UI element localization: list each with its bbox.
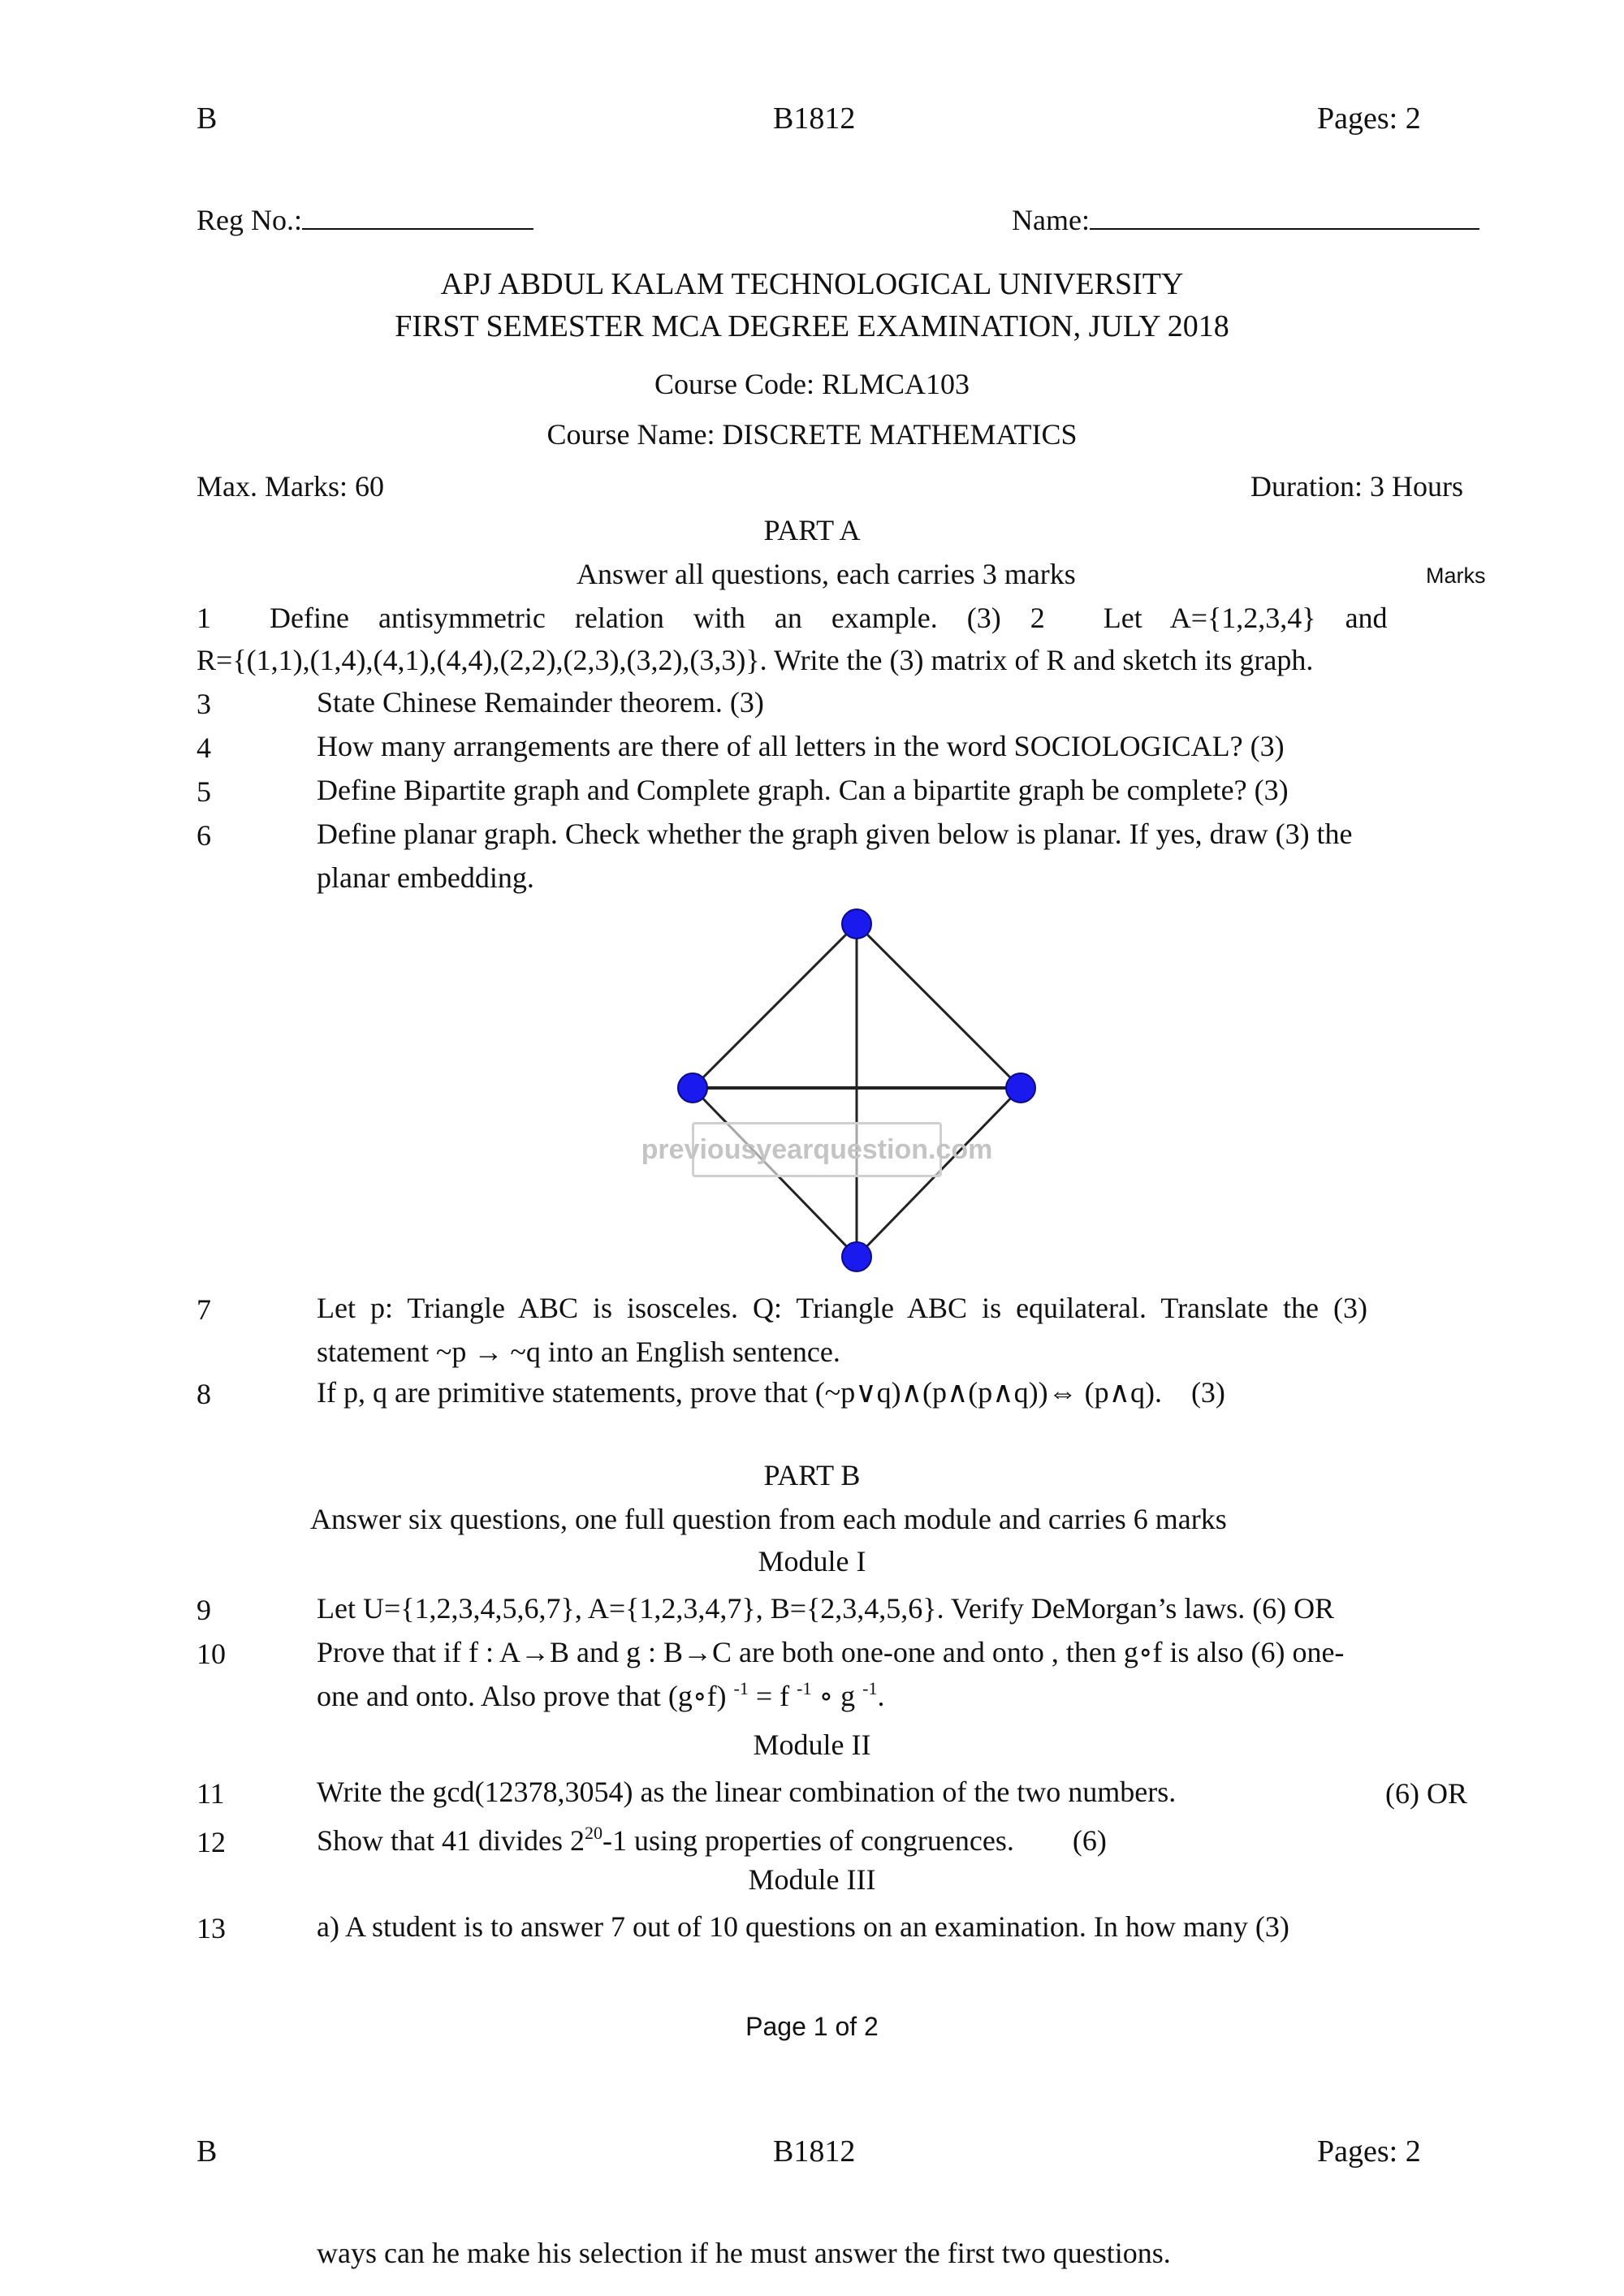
question-13-continued: ways can he make his selection if he must answer the first two questions. — [317, 2237, 1171, 2269]
course-name: Course Name: DISCRETE MATHEMATICS — [546, 418, 1078, 451]
question-12-number: 12 — [197, 1826, 226, 1858]
q12-sup: 20 — [585, 1823, 603, 1843]
graph-node-bottom — [842, 1242, 871, 1271]
q10-text-a: one and onto. Also prove that (g∘f) — [317, 1680, 734, 1712]
part-b-instruction: Answer six questions, one full question from each module and carries 6 marks — [310, 1503, 1227, 1535]
max-marks: Max. Marks: 60 — [197, 470, 384, 503]
marks-label: Marks — [1426, 563, 1486, 588]
page2-header-pages: Pages: 2 — [1317, 2134, 1421, 2169]
graph-edges — [693, 924, 1021, 1257]
q10-sup-1: -1 — [733, 1678, 749, 1698]
question-1-line-1: 1 Define antisymmetric relation with an example. (3) 2 Let A={1,2,3,4} and — [197, 602, 1388, 634]
name-blank — [1090, 228, 1479, 230]
question-5-number: 5 — [197, 775, 211, 808]
question-4-text: How many arrangements are there of all letters in the word SOCIOLOGICAL? (3) — [317, 730, 1285, 762]
question-11-marks: (6) OR — [1385, 1777, 1467, 1810]
q10-text-b: = f — [748, 1680, 797, 1712]
graph-node-left — [678, 1073, 707, 1103]
question-5-text: Define Bipartite graph and Complete graph. Can a bipartite graph be complete? (3) — [317, 774, 1289, 806]
question-9-text: Let U={1,2,3,4,5,6,7}, A={1,2,3,4,7}, B={2,3,4,5,6}. Verify DeMorgan’s laws. (6) OR — [317, 1592, 1335, 1625]
q12-text-b: -1 using properties of congruences. (6) — [603, 1824, 1107, 1857]
reg-no-label: Reg No.: — [197, 204, 302, 236]
header-pages: Pages: 2 — [1317, 101, 1421, 136]
part-a-title: PART A — [763, 514, 861, 546]
question-3-text: State Chinese Remainder theorem. (3) — [317, 686, 764, 719]
page2-header-series: B — [197, 2134, 218, 2169]
name-label: Name: — [1012, 204, 1090, 236]
graph-edge-top-right — [857, 924, 1021, 1088]
part-b-title: PART B — [763, 1459, 861, 1491]
question-1-line-2: R={(1,1),(1,4),(4,1),(4,4),(2,2),(2,3),(3,2),(3,3)}. Write the (3) matrix of R and sketch its graph. — [197, 644, 1314, 676]
q10-text-c: ∘ g — [811, 1680, 863, 1712]
question-11-number: 11 — [197, 1777, 225, 1810]
question-6-number: 6 — [197, 819, 211, 852]
question-13-number: 13 — [197, 1912, 226, 1944]
question-7-line-2: statement ~p → ~q into an English sentence. — [317, 1336, 840, 1368]
question-10-line-2 — [317, 1674, 1494, 1718]
question-10-number: 10 — [197, 1638, 226, 1670]
question-9-number: 9 — [197, 1594, 211, 1626]
name-field — [1012, 203, 1479, 237]
graph-node-top — [842, 909, 871, 939]
module-2-title: Module II — [753, 1728, 871, 1761]
watermark: previousyearquestion.com — [692, 1122, 942, 1177]
q12-text-a: Show that 41 divides 2 — [317, 1824, 585, 1857]
question-3-number: 3 — [197, 688, 211, 720]
question-7-number: 7 — [197, 1293, 211, 1326]
university-title: APJ ABDUL KALAM TECHNOLOGICAL UNIVERSITY — [440, 267, 1184, 301]
q10-sup-2: -1 — [797, 1678, 812, 1698]
reg-no-blank — [302, 228, 533, 230]
page-footer: Page 1 of 2 — [745, 2012, 879, 2041]
q10-sup-3: -1 — [862, 1678, 878, 1698]
page2-header-code: B1812 — [773, 2134, 856, 2169]
duration: Duration: 3 Hours — [1250, 470, 1463, 503]
module-1-title: Module I — [758, 1545, 866, 1577]
question-11-text: Write the gcd(12378,3054) as the linear combination of the two numbers. — [317, 1776, 1177, 1808]
q10-text-d: . — [877, 1680, 885, 1712]
exam-title: FIRST SEMESTER MCA DEGREE EXAMINATION, JULY 2018 — [395, 309, 1229, 343]
graph-node-right — [1006, 1073, 1035, 1103]
question-7-line-1: Let p: Triangle ABC is isosceles. Q: Triangle ABC is equilateral. Translate the (3) — [317, 1292, 1367, 1324]
module-3-title: Module III — [748, 1863, 876, 1896]
question-8-text: If p, q are primitive statements, prove that (~p∨q)∧(p∧(p∧q))⇔ (p∧q). (3) — [317, 1376, 1225, 1409]
question-4-number: 4 — [197, 732, 211, 764]
header-series: B — [197, 101, 218, 136]
k4-graph-figure — [666, 901, 1039, 1275]
question-6-line-2: planar embedding. — [317, 861, 534, 894]
graph-edge-top-left — [693, 924, 857, 1088]
question-12-text — [317, 1819, 1494, 1862]
question-8-number: 8 — [197, 1378, 211, 1410]
part-a-instruction: Answer all questions, each carries 3 marks — [577, 558, 1076, 590]
course-code: Course Code: RLMCA103 — [654, 368, 970, 400]
question-10-line-1: Prove that if f : A→B and g : B→C are both one-one and onto , then g∘f is also (6) one- — [317, 1636, 1345, 1668]
question-6-line-1: Define planar graph. Check whether the graph given below is planar. If yes, draw (3) the — [317, 818, 1353, 850]
reg-no-field — [197, 203, 533, 237]
header-code: B1812 — [773, 101, 856, 136]
question-13-text: a) A student is to answer 7 out of 10 questions on an examination. In how many (3) — [317, 1910, 1289, 1943]
